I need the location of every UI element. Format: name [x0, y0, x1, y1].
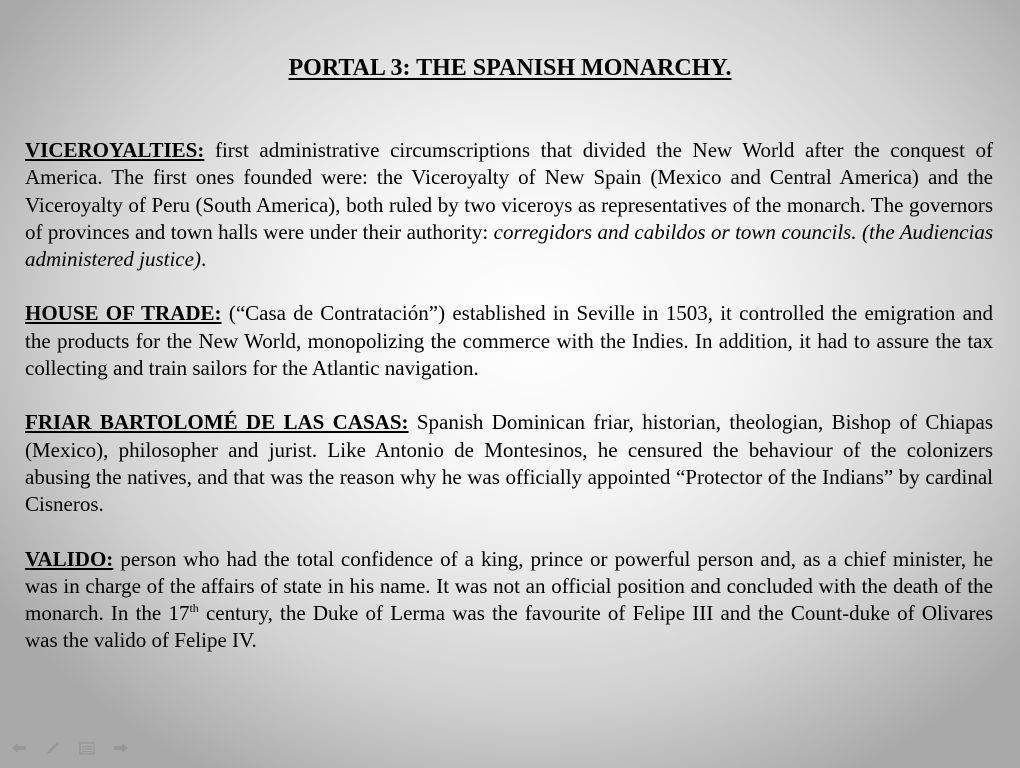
term-viceroyalties: VICEROYALTIES:: [25, 138, 205, 162]
slideshow-nav-controls: [8, 740, 132, 756]
slide-title: PORTAL 3: THE SPANISH MONARCHY.: [288, 55, 732, 81]
paragraph-valido: [25, 546, 993, 655]
paragraph-house-of-trade: [25, 300, 993, 382]
paragraph-viceroyalties: [25, 137, 993, 273]
pen-icon[interactable]: [42, 740, 64, 756]
paragraph-text-continued: century, the Duke of Lerma was the favourite of Felipe III and the Count-duke of Olivares was the valido of Felipe IV.: [25, 601, 993, 653]
term-las-casas: FRIAR BARTOLOMÉ DE LAS CASAS:: [25, 410, 409, 435]
term-house-of-trade: HOUSE OF TRADE:: [25, 301, 222, 326]
paragraph-las-casas: [25, 409, 993, 518]
paragraph-text: Spanish Dominican friar, historian, theologian, Bishop of Chiapas (Mexico), philosopher and jurist. Like Antonio de Montesinos, he censured the behaviour of the colonizers abusing the natives, and that was the reason why he was officially appointed “Protector of the Indians” by cardinal Cisneros.: [25, 410, 993, 517]
paragraph-text: (“Casa de Contratación”) established in Seville in 1503, it controlled the emigration and the products for the New World, monopolizing the commerce with the Indies. In addition, it had to assure the tax collecting and train sailors for the Atlantic navigation.: [25, 301, 994, 381]
paragraph-italic-text: corregidors and cabildos or town councils. (the Audiencias administered justice): [25, 219, 993, 272]
paragraph-text: person who had the total confidence of a king, prince or powerful person and, as a chief minister, he was in charge of the affairs of state in his name. It was not an official position and concluded with the death of the monarch. In the 17: [25, 546, 993, 626]
menu-icon[interactable]: [76, 740, 98, 756]
forward-arrow-icon[interactable]: [110, 740, 132, 756]
paragraph-end: .: [200, 247, 207, 272]
paragraph-text: first administrative circumscriptions that divided the New World after the conquest of America. The first ones founded were: the Viceroyalty of New Spain (Mexico and Central America) and the Viceroyalty of Peru (South America), both ruled by two viceroys as representatives of the monarch. The governors of provinces and town halls were under their authority:: [25, 138, 993, 244]
ordinal-superscript: th: [189, 601, 199, 616]
term-valido: VALIDO:: [25, 546, 114, 571]
back-arrow-icon[interactable]: [8, 740, 30, 756]
slide-content: [25, 137, 993, 682]
